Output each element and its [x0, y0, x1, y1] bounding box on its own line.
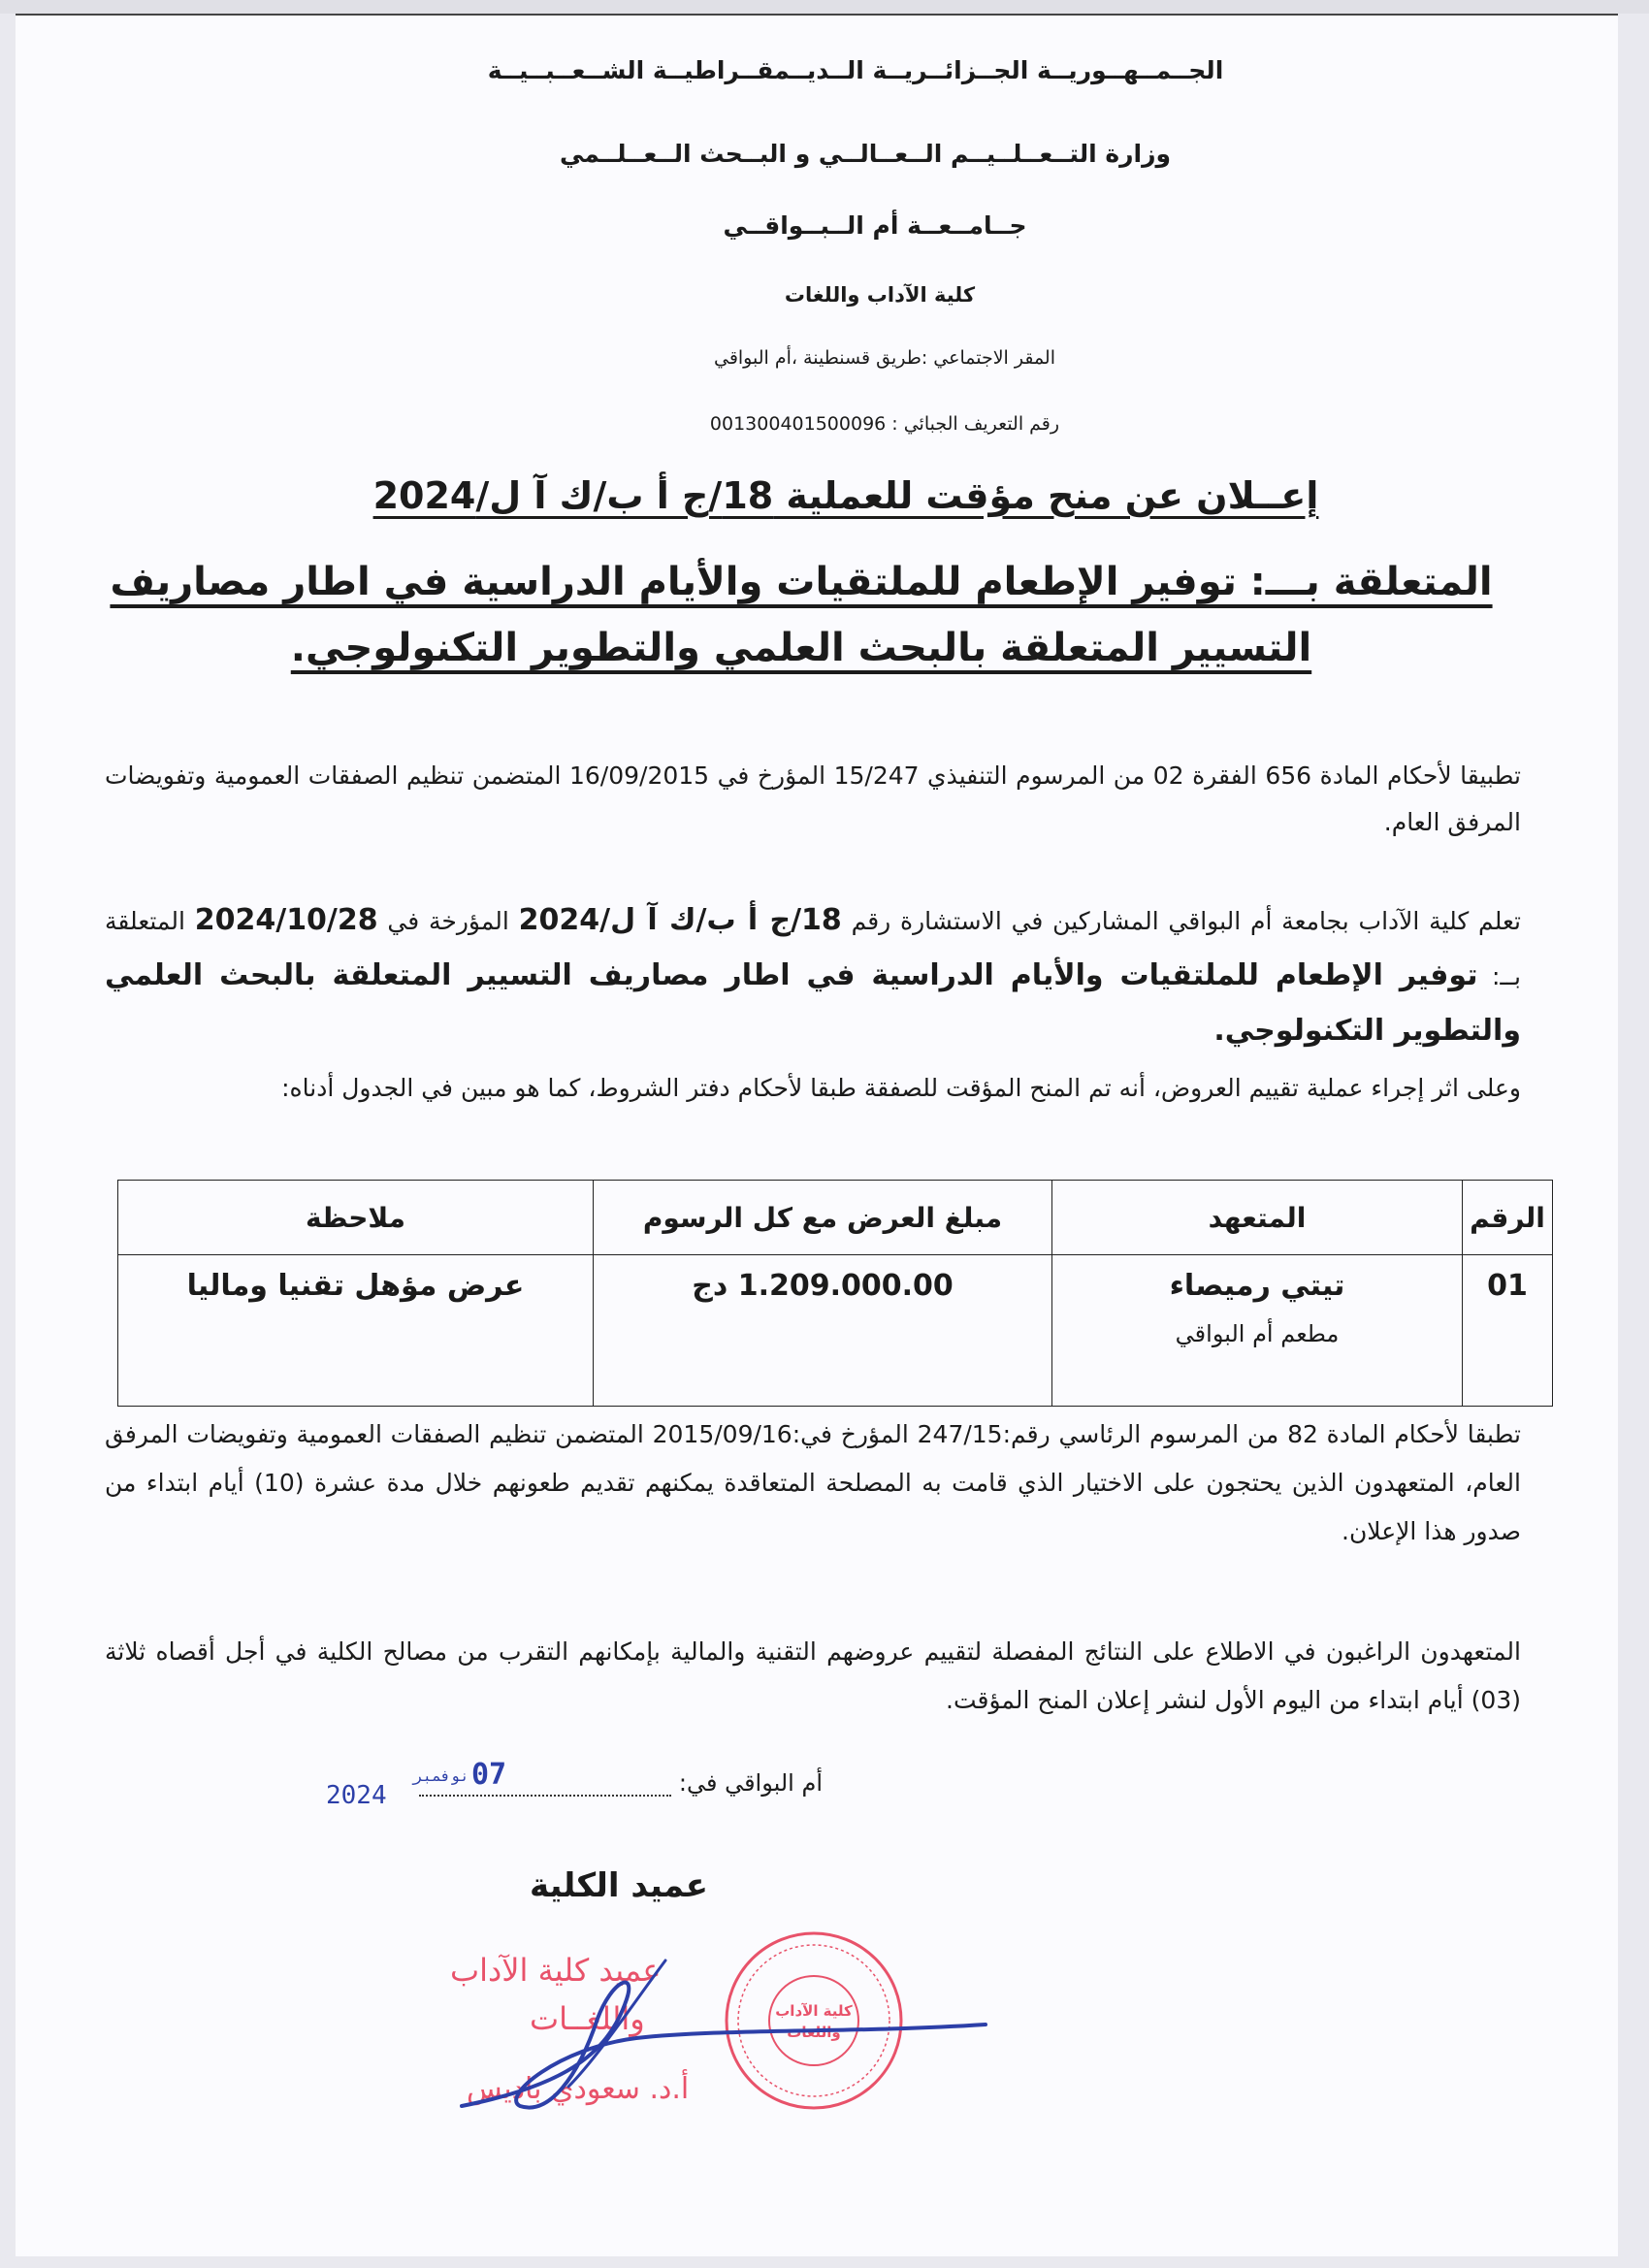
paragraph-evaluation: وعلى اثر إجراء عملية تقييم العروض، أنه تم المنح المؤقت للصفقة طبقا لأحكام دفتر الشروط، كما هو مبين في الجدول أدناه:	[281, 1074, 1521, 1102]
paragraph-legal-basis: تطبيقا لأحكام المادة 656 الفقرة 02 من المرسوم التنفيذي 15/247 المؤرخ في 16/09/2015 المتضمن تنظيم الصفقات العمومية وتفويضات المرفق العام.	[105, 761, 1521, 836]
table-row	[118, 1255, 1553, 1407]
consultation-reference: 18/ج أ ب/ك آ ل/2024	[518, 903, 842, 937]
table-header-row	[118, 1181, 1553, 1255]
bidder-name: تيتي رميصاء	[1169, 1269, 1345, 1303]
handwritten-day: 07	[471, 1758, 507, 1792]
cell-bidder	[1052, 1255, 1463, 1407]
announcement-title-text: إعــلان عن منح مؤقت للعملية 18/ج أ ب/ك آ ل/2024	[372, 474, 1319, 517]
col-amount-header: مبلغ العرض مع كل الرسوم	[594, 1181, 1052, 1255]
cell-amount: 1.209.000.00 دج	[594, 1255, 1052, 1407]
svg-text:واللغات: واللغات	[787, 2024, 841, 2041]
tax-id-label: رقم التعريف الجبائي :	[891, 413, 1060, 435]
consultation-subject: توفير الإطعام للملتقيات والأيام الدراسية في اطار مصاريف التسيير المتعلقة بالبحث العلمي والتطوير التكنولوجي.	[105, 958, 1521, 1048]
stamp-line-languages: واللغــات	[530, 2000, 645, 2037]
handwritten-year: 2024	[326, 1781, 387, 1810]
document-page	[16, 14, 1618, 2256]
faculty-header: كلية الآداب واللغات	[784, 283, 976, 307]
republic-header: الجــمــهــوريــة الجــزائــريــة الــديــمقــراطيــة الشــعــبــيــة	[487, 56, 1224, 84]
p2-concern: المتعلقة بــ:	[105, 907, 1521, 990]
stamp-line-dean: عميد كلية الآداب	[450, 1952, 662, 1989]
tax-id-value: 001300401500096	[709, 413, 887, 435]
col-note-header: ملاحظة	[118, 1181, 594, 1255]
stamp-line-name: أ.د. سعودي باديس	[467, 2072, 690, 2106]
university-header: جــامــعــة أم الــبــواقــي	[723, 211, 1027, 240]
bidder-business: مطعم أم البواقي	[1175, 1320, 1340, 1347]
ministry-header: وزارة التــعــلــيــم الــعــالــي و البــحث الــعــلــمي	[559, 140, 1172, 168]
cell-note: عرض مؤهل تقنيا وماليا	[118, 1255, 594, 1407]
p2-mid: المؤرخة في	[377, 907, 519, 935]
signature-icon	[442, 1941, 1005, 2125]
col-bidder-header: المتعهد	[1052, 1181, 1463, 1255]
scan-edge	[0, 0, 1649, 14]
paragraph-results-access: المتعهدون الراغبون في الاطلاع على النتائج المفصلة لتقييم عروضهم التقنية والمالية بإمكانهم التقرب من مصالح الكلية في أجل أقصاه ثلاثة (03) أيام ابتداء من اليوم الأول لنشر إعلان المنح المؤقت.	[105, 1637, 1521, 1714]
handwritten-month: نوفمبر	[413, 1766, 469, 1785]
dean-title: عميد الكلية	[530, 1866, 708, 1905]
place-label: أم البواقي في:	[678, 1769, 823, 1797]
announcement-title	[16, 470, 1618, 523]
paragraph-consultation	[105, 892, 1521, 1058]
address-line: المقر الاجتماعي :طريق قسنطينة ،أم البواقي	[713, 347, 1056, 369]
announcement-subject: المتعلقة بـــ: توفير الإطعام للملتقيات والأيام الدراسية في اطار مصاريف التسيير المتعلقة بالبحث العلمي والتطوير التكنولوجي.	[110, 560, 1493, 670]
col-number-header: الرقم	[1463, 1181, 1553, 1255]
award-table	[117, 1180, 1553, 1407]
tax-id-line	[16, 413, 1618, 435]
cell-number: 01	[1463, 1255, 1553, 1407]
consultation-date: 2024/10/28	[194, 903, 378, 937]
paragraph-appeal: تطبقا لأحكام المادة 82 من المرسوم الرئاسي رقم:247/15 المؤرخ في:2015/09/16 المتضمن تنظيم الصفقات العمومية وتفويضات المرفق العام، المتعهدون الذين يحتجون على الاختيار الذي قامت به المصلحة المتعاقدة يمكنهم تقديم طعونهم خلال مدة عشرة (10) أيام ابتداء من صدور هذا الإعلان.	[105, 1420, 1522, 1545]
p2-intro: تعلم كلية الآداب بجامعة أم البواقي المشاركين في الاستشارة رقم	[841, 907, 1521, 935]
svg-text:كلية الآداب: كلية الآداب	[775, 2002, 853, 2020]
